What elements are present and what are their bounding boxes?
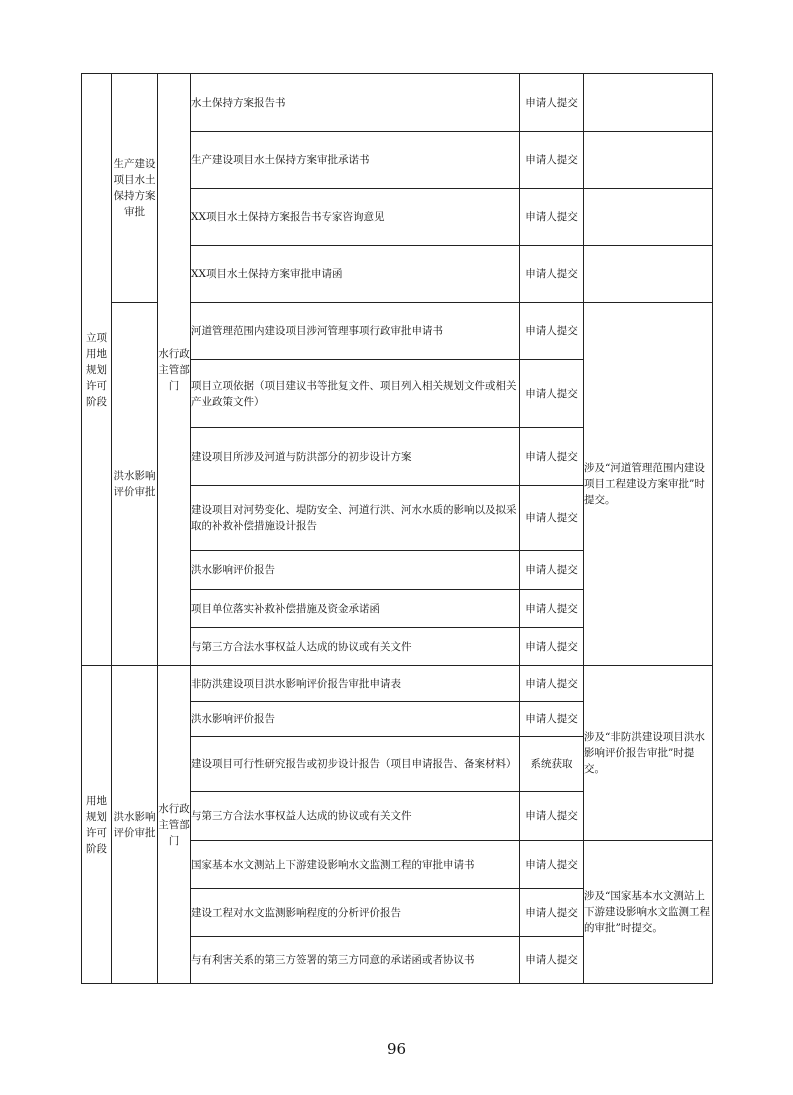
stage-cell: 用地规划许可阶段 [82, 666, 112, 984]
material-cell: 与第三方合法水事权益人达成的协议或有关文件 [191, 792, 520, 841]
source-cell: 申请人提交 [520, 303, 584, 360]
note-cell: 涉及“河道管理范围内建设项目工程建设方案审批”时提交。 [584, 303, 713, 666]
approval-item-cell: 生产建设项目水土保持方案审批 [112, 74, 158, 303]
material-cell: XX项目水土保持方案报告书专家咨询意见 [191, 189, 520, 246]
material-cell: 非防洪建设项目洪水影响评价报告审批申请表 [191, 666, 520, 702]
approval-item-cell: 洪水影响评价审批 [112, 303, 158, 666]
material-cell: 洪水影响评价报告 [191, 551, 520, 590]
source-cell: 申请人提交 [520, 889, 584, 937]
material-cell: 建设项目可行性研究报告或初步设计报告（项目申请报告、备案材料） [191, 737, 520, 792]
note-cell: 涉及“非防洪建设项目洪水影响评价报告审批”时提交。 [584, 666, 713, 841]
source-cell: 申请人提交 [520, 428, 584, 486]
source-cell: 申请人提交 [520, 628, 584, 666]
note-cell [584, 189, 713, 246]
note-cell [584, 246, 713, 303]
source-cell: 申请人提交 [520, 74, 584, 132]
material-cell: XX项目水土保持方案审批申请函 [191, 246, 520, 303]
material-cell: 项目单位落实补救补偿措施及资金承诺函 [191, 590, 520, 628]
source-cell: 申请人提交 [520, 551, 584, 590]
material-cell: 建设项目所涉及河道与防洪部分的初步设计方案 [191, 428, 520, 486]
stage-cell: 立项用地规划许可阶段 [82, 74, 112, 666]
department-cell: 水行政主管部门 [158, 666, 191, 984]
material-cell: 国家基本水文测站上下游建设影响水文监测工程的审批申请书 [191, 841, 520, 889]
material-cell: 建设工程对水文监测影响程度的分析评价报告 [191, 889, 520, 937]
note-cell [584, 74, 713, 132]
source-cell: 申请人提交 [520, 246, 584, 303]
source-cell: 申请人提交 [520, 189, 584, 246]
note-cell [584, 132, 713, 189]
material-cell: 河道管理范围内建设项目涉河管理事项行政审批申请书 [191, 303, 520, 360]
materials-table [81, 73, 713, 984]
department-cell: 水行政主管部门 [158, 74, 191, 666]
source-cell: 申请人提交 [520, 132, 584, 189]
material-cell: 洪水影响评价报告 [191, 702, 520, 737]
source-cell: 申请人提交 [520, 666, 584, 702]
page-number: 96 [386, 1040, 407, 1058]
source-cell: 申请人提交 [520, 360, 584, 428]
source-cell: 申请人提交 [520, 841, 584, 889]
material-cell: 水土保持方案报告书 [191, 74, 520, 132]
source-cell: 系统获取 [520, 737, 584, 792]
material-cell: 与有利害关系的第三方签署的第三方同意的承诺函或者协议书 [191, 937, 520, 984]
source-cell: 申请人提交 [520, 486, 584, 551]
material-cell: 建设项目对河势变化、堤防安全、河道行洪、河水水质的影响以及拟采取的补救补偿措施设计报告 [191, 486, 520, 551]
approval-item-cell: 洪水影响评价审批 [112, 666, 158, 984]
source-cell: 申请人提交 [520, 590, 584, 628]
table-row [82, 74, 713, 132]
table-row [82, 666, 713, 702]
source-cell: 申请人提交 [520, 792, 584, 841]
source-cell: 申请人提交 [520, 702, 584, 737]
note-cell: 涉及“国家基本水文测站上下游建设影响水文监测工程的审批”时提交。 [584, 841, 713, 984]
material-cell: 生产建设项目水土保持方案审批承诺书 [191, 132, 520, 189]
material-cell: 项目立项依据（项目建议书等批复文件、项目列入相关规划文件或相关产业政策文件） [191, 360, 520, 428]
source-cell: 申请人提交 [520, 937, 584, 984]
material-cell: 与第三方合法水事权益人达成的协议或有关文件 [191, 628, 520, 666]
